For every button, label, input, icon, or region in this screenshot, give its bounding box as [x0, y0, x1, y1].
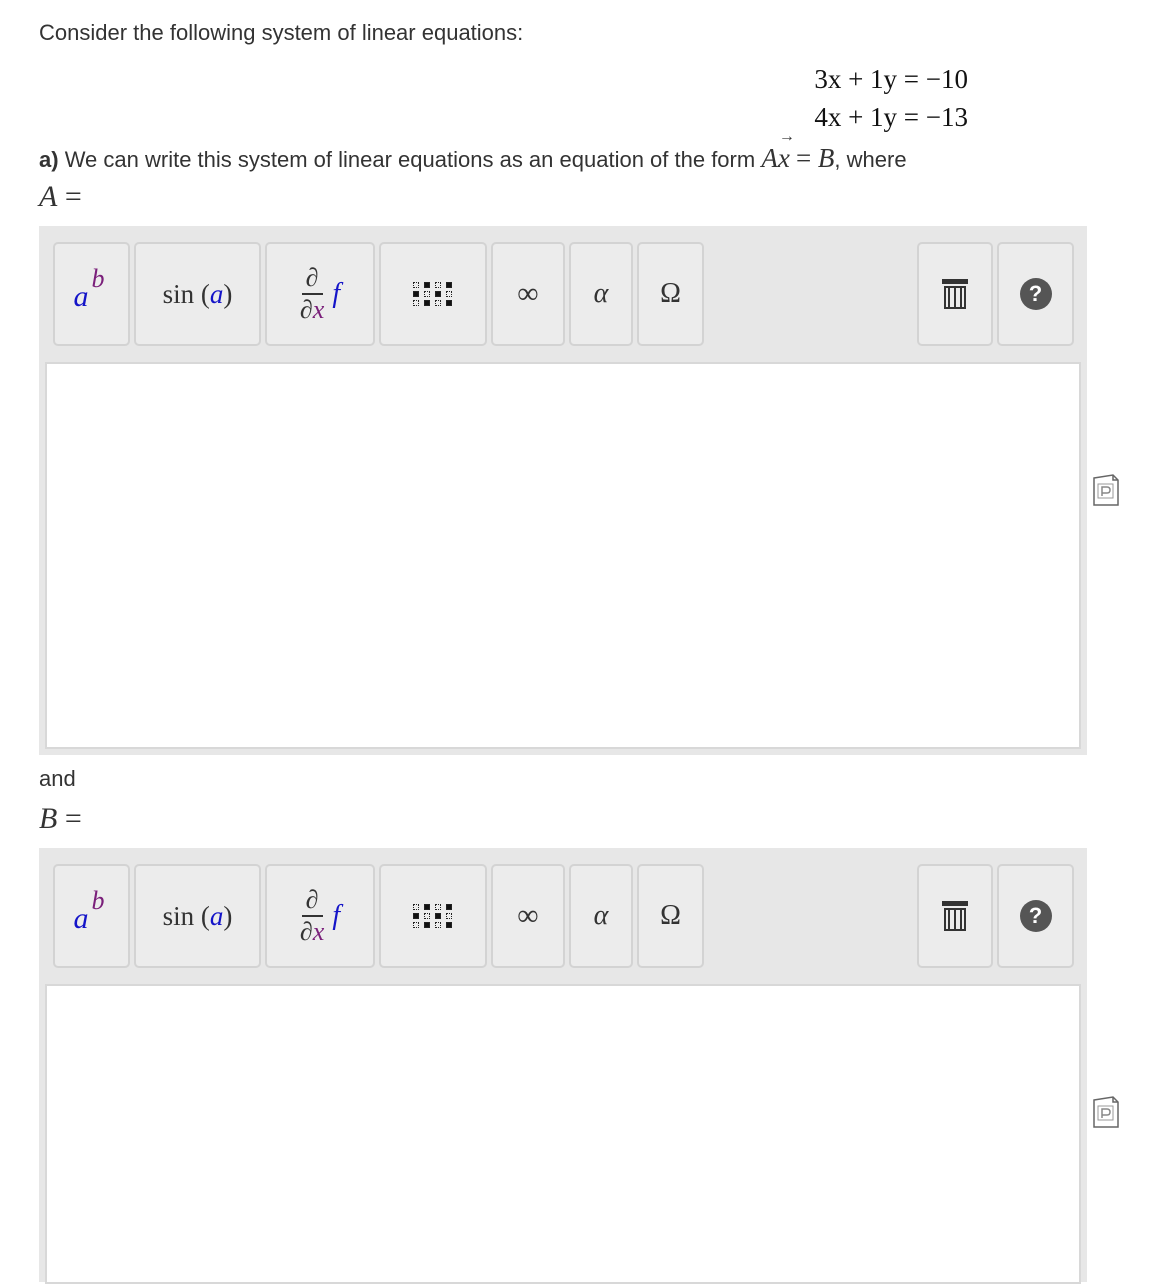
matrix-button[interactable] — [379, 864, 487, 968]
alpha-icon: α — [593, 278, 609, 309]
derivative-icon: $\frac{\partial}{\partial x}$ f — [299, 885, 341, 946]
equals-sign: = — [64, 802, 82, 835]
sin-button[interactable] — [134, 242, 261, 346]
sin-button[interactable] — [134, 864, 261, 968]
and-text: and — [39, 766, 76, 791]
infinity-button[interactable] — [491, 864, 565, 968]
greek-lower-button[interactable] — [569, 864, 633, 968]
clear-button[interactable] — [917, 864, 993, 968]
clear-button[interactable] — [917, 242, 993, 346]
infinity-button[interactable] — [491, 242, 565, 346]
help-button[interactable] — [997, 864, 1074, 968]
power-icon: a b — [73, 886, 105, 935]
eq-equals: = — [795, 143, 818, 173]
sin-icon: sin (a) — [162, 900, 233, 931]
var-A: A — [39, 180, 58, 213]
matrix-icon — [413, 282, 454, 306]
infinity-icon: ∞ — [517, 899, 539, 932]
part-a-label: a) — [39, 147, 59, 172]
derivative-button[interactable] — [265, 864, 375, 968]
part-a-question — [39, 143, 907, 174]
omega-icon: Ω — [660, 900, 681, 931]
editor-toolbar — [39, 848, 1087, 982]
label-A — [39, 180, 82, 214]
matrix-button[interactable] — [379, 242, 487, 346]
power-button[interactable] — [53, 242, 130, 346]
power-icon: a b — [73, 264, 105, 313]
derivative-icon: $\frac{\partial}{\partial x}$ f — [299, 263, 341, 324]
infinity-icon: ∞ — [517, 277, 539, 310]
eq-B: B — [817, 143, 835, 173]
help-icon: ? — [1020, 900, 1052, 932]
trash-icon — [942, 901, 968, 931]
greek-lower-button[interactable] — [569, 242, 633, 346]
omega-icon: Ω — [660, 278, 681, 309]
math-editor-B — [39, 848, 1087, 1282]
intro-text: Consider the following system of linear equations: — [39, 20, 524, 45]
preview-icon[interactable] — [1093, 474, 1119, 506]
preview-icon[interactable] — [1093, 1096, 1119, 1128]
sin-icon: sin (a) — [162, 278, 233, 309]
power-button[interactable] — [53, 864, 130, 968]
input-area-A[interactable] — [45, 362, 1081, 749]
label-B — [39, 802, 82, 836]
part-a-suffix: , where — [834, 147, 907, 172]
equation-1: 3x + 1y = −10 — [814, 64, 968, 94]
help-button[interactable] — [997, 242, 1074, 346]
equation-2: 4x + 1y = −13 — [814, 102, 968, 132]
var-B: B — [39, 802, 58, 835]
math-editor-A — [39, 226, 1087, 755]
editor-toolbar — [39, 226, 1087, 360]
derivative-button[interactable] — [265, 242, 375, 346]
trash-icon — [942, 279, 968, 309]
help-icon: ? — [1020, 278, 1052, 310]
eq-x-vector: → x — [778, 143, 790, 174]
equation-system — [668, 60, 968, 136]
alpha-icon: α — [593, 900, 609, 931]
eq-A: A — [761, 143, 778, 173]
part-a-text: We can write this system of linear equations as an equation of the form — [64, 147, 756, 172]
greek-upper-button[interactable] — [637, 242, 704, 346]
greek-upper-button[interactable] — [637, 864, 704, 968]
input-area-B[interactable] — [45, 984, 1081, 1284]
equals-sign: = — [64, 180, 82, 213]
matrix-icon — [413, 904, 454, 928]
